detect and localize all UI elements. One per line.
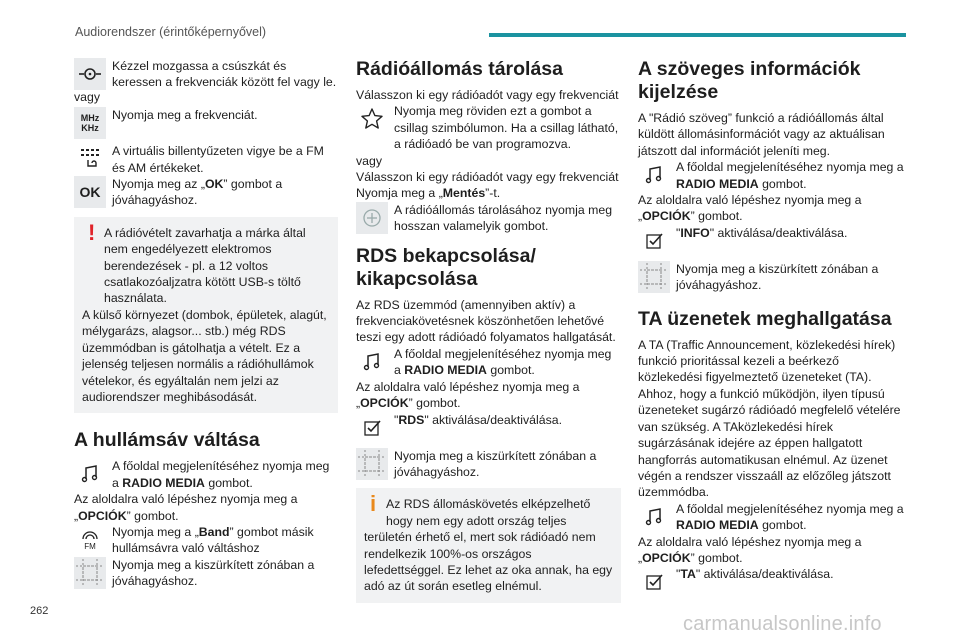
instruction-text: Nyomja meg a kiszürkített zónában a jóváhagyáshoz. [112, 557, 315, 589]
instruction-keypad [74, 143, 338, 176]
store-text: Válasszon ki egy rádióadót vagy egy frekvenciát [356, 170, 619, 185]
instruction-options: Az aloldalra való lépéshez nyomja meg a „OPCIÓK” gombot. [74, 492, 298, 523]
warning-note: ! A rádióvételt zavarhatja a márka által nem engedélyezett elektromos berendezések - pl. a 12 voltos csatlakozóaljzatra kötött USB-s töltő használata. A külső környezet (dombok, épületek, alagút, mélygarázs, alagsor... stb.) még RDS üzemmódban is gátolhatja a vételt. Ez a jelenség teljesen normális a rádióhullámok vételekor, és egyáltalán nem jelzi az audiorendszer meghibásodását. [74, 217, 338, 413]
section-title-store: Rádióállomás tárolása [356, 58, 563, 80]
grey-zone-icon [74, 557, 106, 589]
section-title-ta: TA üzenetek meghallgatása [638, 307, 892, 330]
header-accent-bar [489, 33, 906, 37]
store-text: Válasszon ki egy rádióadót vagy egy frekvenciát [356, 88, 619, 102]
rds-text: Az RDS üzemmód (amennyiben aktív) a frekvenciakövetésnek köszönhetően lehetővé teszi egy adott rádióadó folyamatos hallgatását. [356, 297, 616, 345]
ta-text: A TA (Traffic Announcement, közlekedési hírek) funkció prioritással kezeli a beérkező közlekedési figyelmeztető üzeneteket (TA). Ahhoz, hogy a funkció működjön, ilyen típusú üzeneteket sugárzó rádióadó megfelelő vételére van szükség. A TAközlekedési hírek sugárzásának idejére az éppen hallgatott hangforrás automatikusan elnémul. Az üzenet végén a rendszer visszaáll az előzőleg játszott üzemmódba. [638, 337, 901, 500]
column-1 [74, 58, 338, 590]
star-icon [356, 103, 388, 135]
watermark: carmanualsonline.info [683, 613, 882, 635]
mhz-khz-icon: MHz KHz [74, 107, 106, 139]
slider-target-icon [74, 58, 106, 90]
instruction-band [74, 524, 338, 557]
column-2 [356, 58, 621, 603]
instruction-ok [74, 176, 338, 209]
instruction-text: "INFO" aktiválása/deaktiválása. [676, 225, 848, 240]
info-i-icon: i [370, 491, 377, 517]
instruction-slider [74, 58, 338, 91]
instruction-text: A főoldal megjelenítéséhez nyomja meg a RADIO MEDIA gombot. [676, 501, 904, 533]
page-number: 262 [30, 605, 49, 617]
section-title-text-info: A szöveges információk kijelzése [638, 58, 861, 103]
instruction-text: Kézzel mozgassa a csúszkát és keressen a frekvenciák között fel vagy le. [112, 59, 337, 90]
instruction-text: Nyomja meg röviden ezt a gombot a csillag szimbólumon. Ha a csillag látható, a rádióadó be van programozva. [394, 104, 619, 152]
instruction-text: "RDS" aktiválása/deaktiválása. [394, 412, 562, 427]
section-title-rds: RDS bekapcsolása/ kikapcsolása [356, 244, 536, 290]
instruction-options: Az aloldalra való lépéshez nyomja meg a „OPCIÓK” gombot. [638, 534, 862, 565]
instruction-text: Nyomja meg az „OK” gombot a jóváhagyáshoz. [112, 177, 283, 208]
checkbox-icon [638, 225, 670, 257]
or-text: vagy [356, 153, 382, 168]
instruction-radio-media [356, 346, 621, 379]
instruction-text: A főoldal megjelenítéséhez nyomja meg a RADIO MEDIA gombot. [394, 346, 612, 378]
instruction-confirm [638, 261, 906, 294]
instruction-text: Nyomja meg a „Band” gombot másik hullámsávra való váltáshoz [112, 524, 314, 556]
warning-exclamation-icon: ! [88, 219, 96, 245]
instruction-text: Nyomja meg a kiszürkített zónában a jóváhagyáshoz. [394, 448, 597, 479]
music-note-icon [74, 458, 106, 490]
instruction-confirm [74, 557, 338, 590]
text-info-text: A "Rádió szöveg” funkció a rádióállomás által küldött állomásinformációt vagy az aktuálisan játszott dal információt jeleníti meg. [638, 111, 885, 158]
svg-text:FM: FM [84, 541, 96, 551]
section-title-band: A hullámsáv váltása [74, 429, 260, 452]
instruction-frequency [74, 107, 338, 139]
add-preset-icon [356, 202, 388, 234]
ok-button-icon: OK [74, 176, 106, 208]
column-3 [638, 58, 906, 598]
instruction-radio-media [74, 458, 338, 491]
instruction-text: A főoldal megjelenítéséhez nyomja meg a RADIO MEDIA gombot. [112, 459, 330, 490]
instruction-rds-toggle [356, 412, 621, 444]
music-note-icon [638, 501, 670, 533]
instruction-star [356, 103, 621, 152]
instruction-text: Nyomja meg a kiszürkített zónában a jóváhagyáshoz. [676, 261, 879, 293]
instruction-text: A rádióállomás tárolásához nyomja meg hosszan valamelyik gombot. [394, 202, 613, 234]
grey-zone-icon [638, 261, 670, 293]
instruction-long-press [356, 202, 621, 235]
instruction-options: Az aloldalra való lépéshez nyomja meg a „OPCIÓK” gombot. [356, 379, 580, 411]
instruction-confirm [356, 448, 621, 481]
checkbox-icon [356, 412, 388, 444]
or-text: vagy [74, 89, 100, 104]
instruction-ta-toggle [638, 566, 906, 598]
save-text: Nyomja meg a „Mentés”-t. [356, 186, 501, 201]
instruction-text: A virtuális billentyűzeten vigye be a FM és AM értékeket. [112, 144, 324, 175]
instruction-options: Az aloldalra való lépéshez nyomja meg a „OPCIÓK” gombot. [638, 193, 862, 224]
fm-band-icon [74, 524, 106, 556]
keypad-icon [74, 143, 106, 175]
grey-zone-icon [356, 448, 388, 480]
instruction-text: "TA" aktiválása/deaktiválása. [676, 567, 834, 582]
running-header: Audiorendszer (érintőképernyővel) [75, 25, 267, 39]
instruction-info-toggle [638, 225, 906, 257]
music-note-icon [638, 159, 670, 191]
instruction-radio-media [638, 501, 906, 534]
instruction-text: A főoldal megjelenítéséhez nyomja meg a RADIO MEDIA gombot. [676, 160, 904, 191]
checkbox-icon [638, 566, 670, 598]
info-note: i Az RDS állomáskövetés elképzelhető hogy nem egy adott ország teljes területén érhető el, mert sok rádióadó nem rendelkezik 100%-os országos lefedettséggel. Ez lehet az oka annak, ha egy adó az út során esetleg elnémul. [356, 488, 621, 602]
instruction-text: Nyomja meg a frekvenciát. [112, 108, 258, 123]
instruction-radio-media [638, 159, 906, 192]
music-note-icon [356, 346, 388, 378]
